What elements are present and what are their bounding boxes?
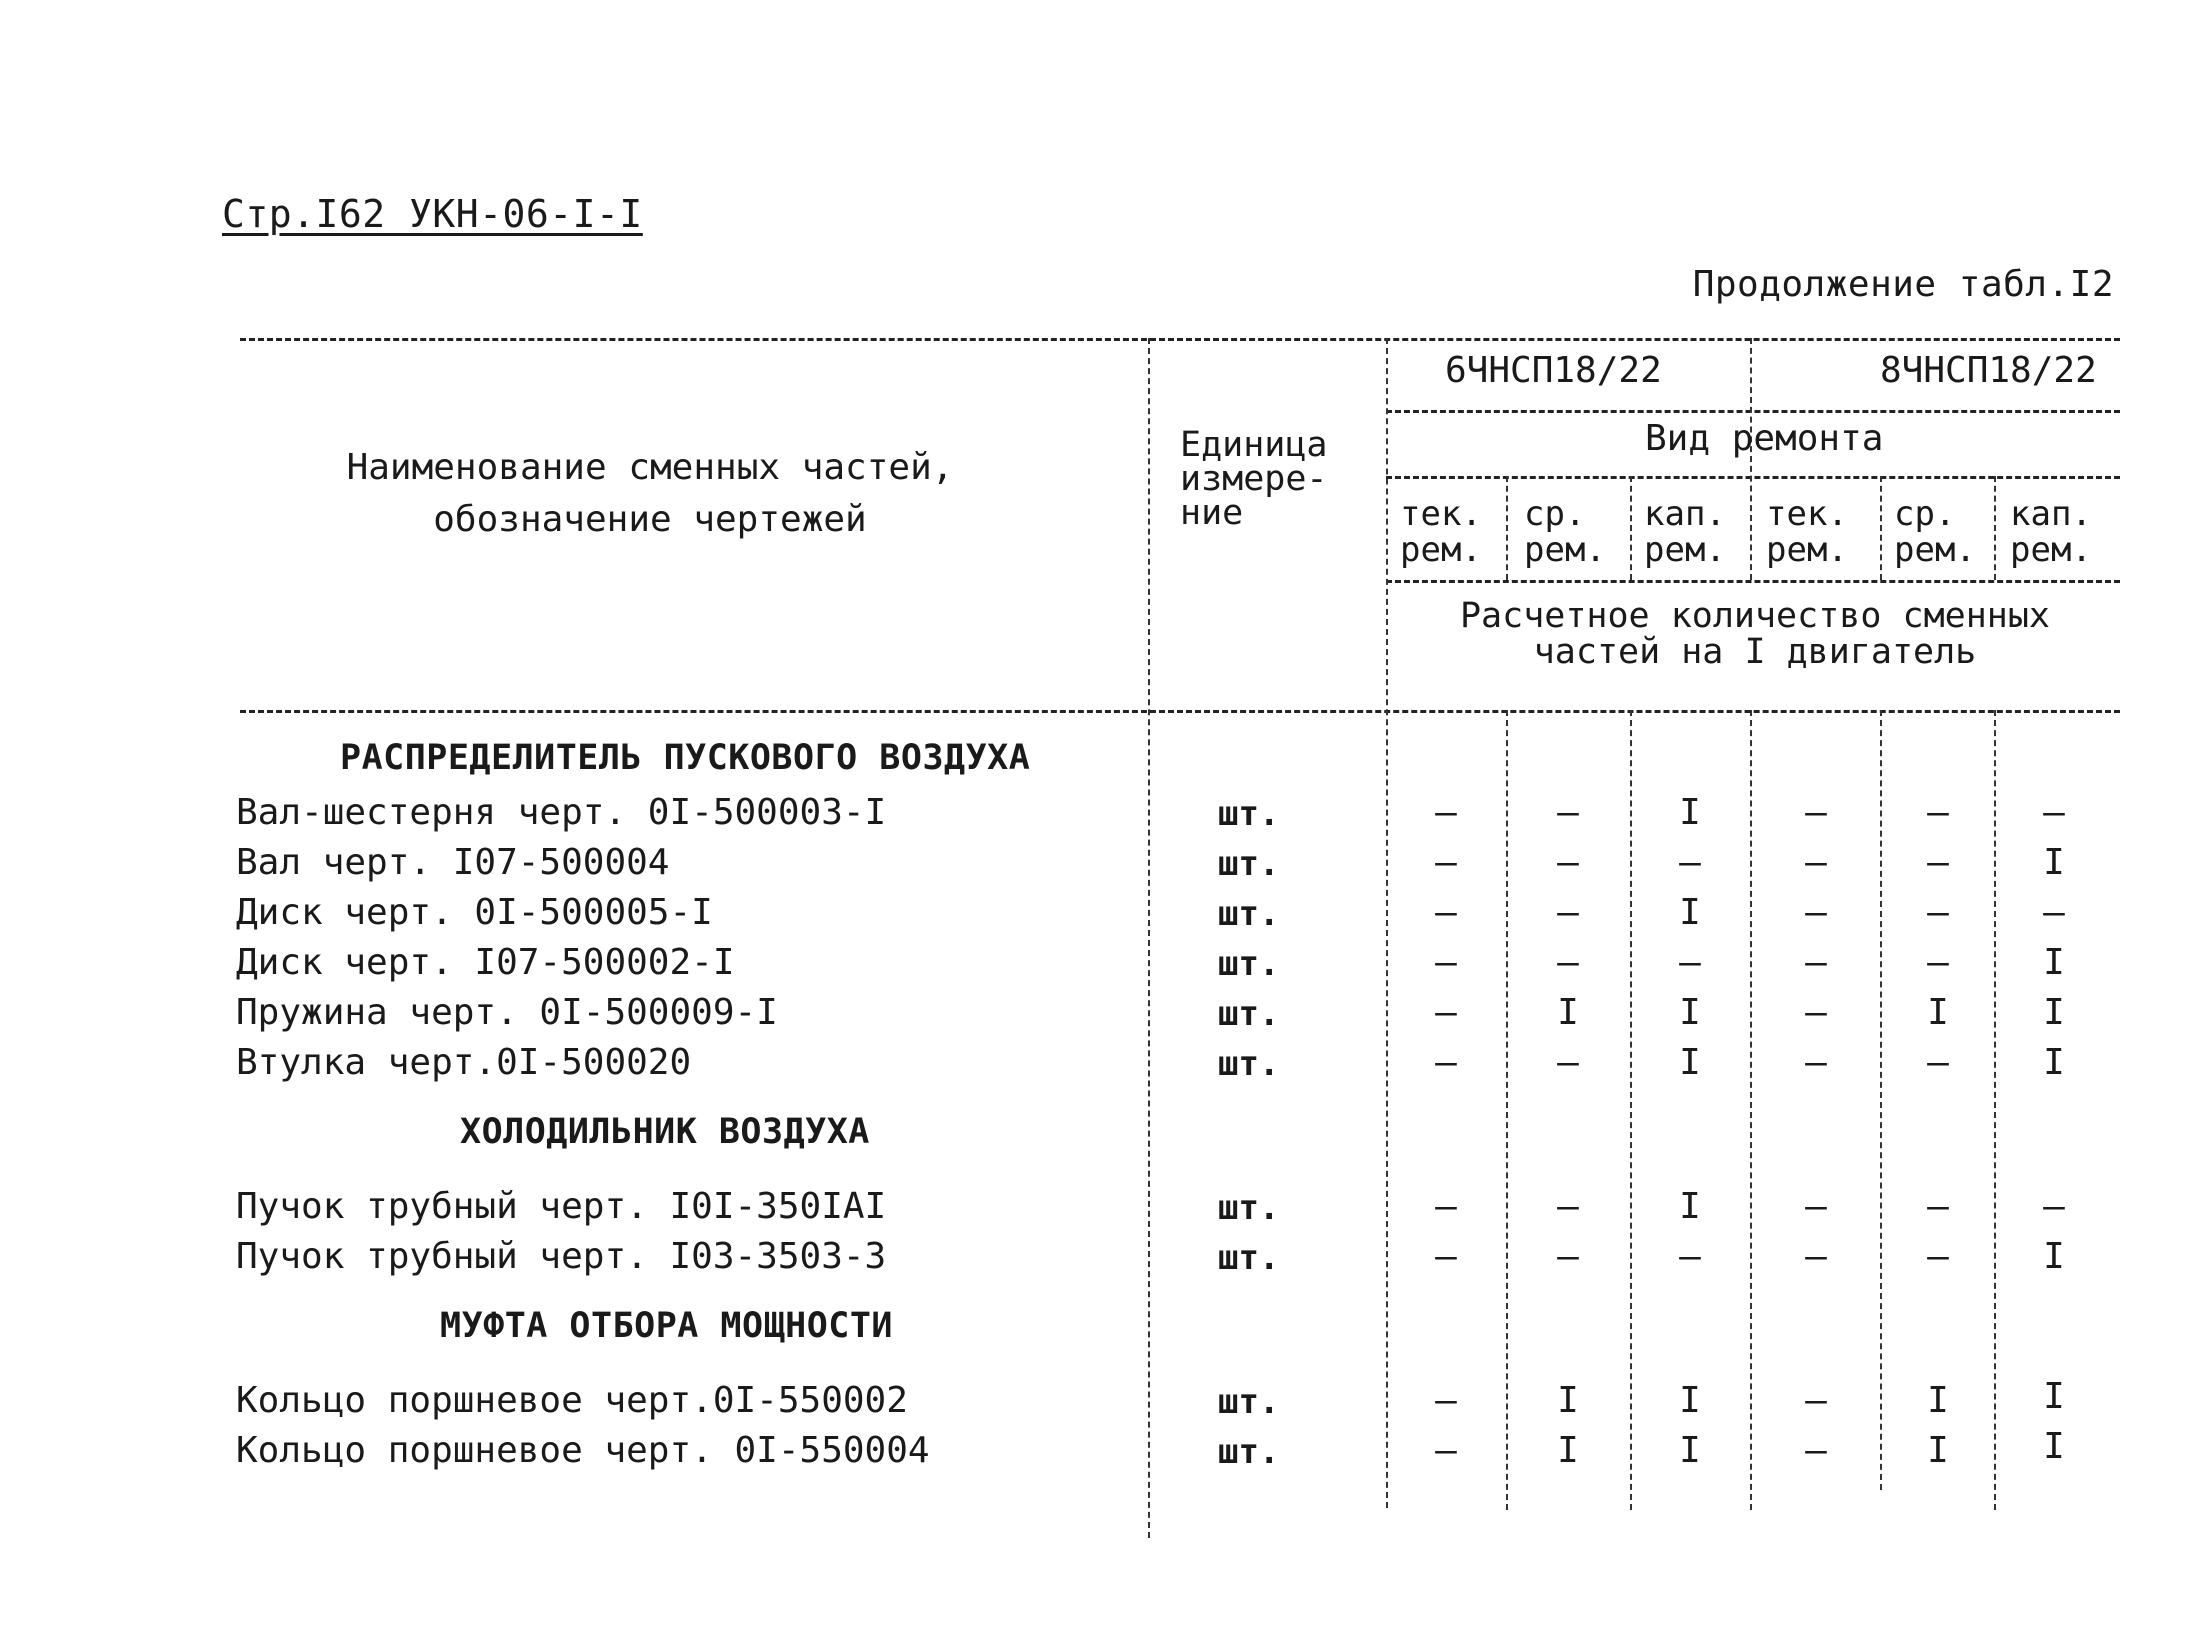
row-value: – [1435,992,1457,1033]
row-value: I [1557,992,1579,1033]
row-value: – [1435,1380,1457,1421]
row-value: – [1927,1186,1949,1227]
row-unit: шт. [1218,844,1280,884]
row-value: – [1927,892,1949,933]
engine-divider [1750,338,1752,580]
col-divider-1 [1506,476,1508,580]
row-value: – [1805,892,1827,933]
row-name: Кольцо поршневое черт. 0I-550004 [236,1430,930,1471]
repair-type-kap-2: кап. рем. [2010,494,2092,570]
col-divider-1b [1506,710,1508,1510]
row-value: – [1435,1430,1457,1471]
row-unit: шт. [1218,994,1280,1034]
row-value: I [2043,1236,2065,1277]
header-bottom-rule [240,710,2120,713]
table-continuation-label: Продолжение табл.I2 [1692,264,2114,305]
row-value: I [1679,792,1701,833]
page-code: Стр.I62 УКН-06-I-I [222,192,643,236]
row-name: Пучок трубный черт. I03-3503-3 [236,1236,887,1277]
row-value: I [1927,992,1949,1033]
row-unit: шт. [1218,944,1280,984]
row-name: Кольцо поршневое черт.0I-550002 [236,1380,908,1421]
row-value: I [1679,1186,1701,1227]
quantity-header: Расчетное количество сменных частей на I двигатель [1459,596,2050,672]
row-value: I [1557,1430,1579,1471]
row-value: – [1805,792,1827,833]
row-name: Втулка черт.0I-500020 [236,1042,692,1083]
section-title: ХОЛОДИЛЬНИК ВОЗДУХА [460,1112,870,1152]
row-name: Пружина черт. 0I-500009-I [236,992,778,1033]
row-value: – [1435,1186,1457,1227]
row-value: – [1927,1042,1949,1083]
row-value: – [1679,942,1701,983]
row-value: I [2043,942,2065,983]
row-value: – [2043,892,2065,933]
row-value: – [1927,842,1949,883]
row-value: – [2043,1186,2065,1227]
row-value: – [1805,1380,1827,1421]
col-divider-3b [1750,710,1752,1510]
row-value: I [1927,1430,1949,1471]
row-value: – [1557,792,1579,833]
col-divider-5 [1994,476,1996,580]
row-value: – [1435,942,1457,983]
row-value: – [1927,792,1949,833]
table-top-rule [240,338,2120,341]
col-divider-4b [1880,710,1882,1490]
row-value: I [2043,1042,2065,1083]
row-value: I [1679,1380,1701,1421]
unit-values-divider [1386,338,1388,1508]
column-header-name: Наименование сменных частей, обозначение чертежей [346,447,954,540]
row-value: – [1927,942,1949,983]
row-name: Вал черт. I07-500004 [236,842,670,883]
row-value: I [1927,1380,1949,1421]
row-value: – [2043,792,2065,833]
row-value: – [1557,1042,1579,1083]
row-unit: шт. [1218,894,1280,934]
row-value: – [1679,1236,1701,1277]
row-value: I [1679,992,1701,1033]
row-value: – [1805,1042,1827,1083]
row-name: Диск черт. 0I-500005-I [236,892,713,933]
row-unit: шт. [1218,794,1280,834]
col-divider-2 [1630,476,1632,580]
repair-type-kap-1: кап. рем. [1644,494,1726,570]
row-unit: шт. [1218,1238,1280,1278]
row-unit: шт. [1218,1382,1280,1422]
repair-type-tek-1: тек. рем. [1400,494,1482,570]
row-value: – [1805,1236,1827,1277]
row-unit: шт. [1218,1432,1280,1472]
repair-type-header-text: Вид ремонта [1645,418,1884,459]
row-value: – [1557,1236,1579,1277]
row-value: I [1679,1042,1701,1083]
col-divider-4 [1880,476,1882,580]
repair-type-tek-2: тек. рем. [1766,494,1848,570]
row-value: I [2043,842,2065,883]
engine-header-6: 6ЧНСП18/22 [1445,350,1662,391]
row-value: I [1679,1430,1701,1471]
repair-type-sr-2: ср. рем. [1894,494,1976,570]
row-value: I [1679,892,1701,933]
row-value: – [1557,1186,1579,1227]
row-value: – [1557,942,1579,983]
row-value: – [1435,892,1457,933]
row-value: I [2043,1426,2065,1467]
column-header-unit: Единица измере- ние [1180,425,1328,533]
row-value: – [1805,992,1827,1033]
engine-row-rule [1386,410,2120,413]
row-value: – [1435,1042,1457,1083]
row-value: – [1927,1236,1949,1277]
row-value: – [1805,842,1827,883]
row-name: Пучок трубный черт. I0I-350IAI [236,1186,887,1227]
row-value: – [1805,1186,1827,1227]
row-value: I [2043,992,2065,1033]
row-unit: шт. [1218,1188,1280,1228]
engine-header-8: 8ЧНСП18/22 [1880,350,2097,391]
section-title: РАСПРЕДЕЛИТЕЛЬ ПУСКОВОГО ВОЗДУХА [340,738,1031,778]
row-value: – [1435,842,1457,883]
row-value: – [1805,942,1827,983]
row-value: I [2043,1376,2065,1417]
row-name: Диск черт. I07-500002-I [236,942,735,983]
repair-type-sr-1: ср. рем. [1524,494,1606,570]
row-unit: шт. [1218,1044,1280,1084]
section-title: МУФТА ОТБОРА МОЩНОСТИ [440,1306,894,1346]
repair-type-rule [1386,476,2120,479]
row-name: Вал-шестерня черт. 0I-500003-I [236,792,887,833]
row-value: – [1557,892,1579,933]
col-divider-5b [1994,710,1996,1510]
row-value: – [1557,842,1579,883]
subheader-rule [1386,580,2120,583]
col-divider-2b [1630,710,1632,1510]
row-value: – [1679,842,1701,883]
row-value: – [1435,1236,1457,1277]
row-value: – [1435,792,1457,833]
row-value: – [1805,1430,1827,1471]
name-unit-divider [1148,338,1150,1538]
row-value: I [1557,1380,1579,1421]
